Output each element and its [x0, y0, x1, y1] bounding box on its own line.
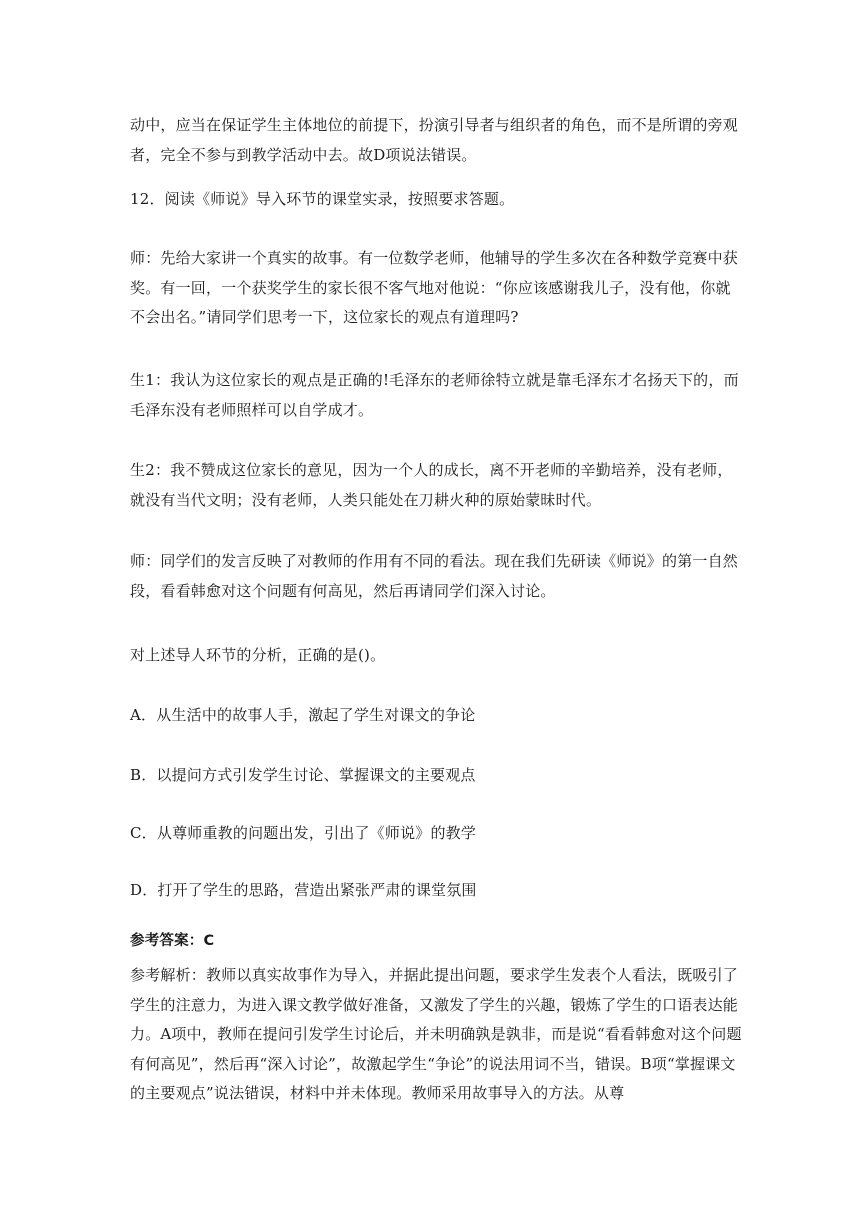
reference-answer: 参考答案：C — [130, 933, 215, 949]
question-intro: 12．阅读《师说》导入环节的课堂实录，按照要求答题。 — [130, 190, 515, 208]
question-stem: 对上述导人环节的分析，正确的是()。 — [130, 646, 386, 664]
teacher-dialogue-2: 师：同学们的发言反映了对教师的作用有不同的看法。现在我们先研读《师说》的第一自然段，看看韩愈对这个问题有何高见，然后再请同学们深入讨论。 — [130, 552, 739, 600]
student-dialogue-2: 生2：我不赞成这位家长的意见，因为一个人的成长，离不开老师的辛勤培养，没有老师，就没有当代文明；没有老师，人类只能处在刀耕火种的原始蒙昧时代。 — [130, 461, 733, 509]
teacher-dialogue-1: 师：先给大家讲一个真实的故事。有一位数学老师，他辅导的学生多次在各种数学竞赛中获奖。有一回，一个获奖学生的家长很不客气地对他说：“你应该感谢我儿子，没有他，你就不会出名。”请同学们思考一下，这位家长的观点有道理吗? — [130, 249, 739, 326]
option-d: D．打开了学生的思路，营造出紧张严肃的课堂氛围 — [130, 881, 477, 899]
option-b: B．以提问方式引发学生讨论、掌握课文的主要观点 — [130, 766, 476, 784]
reference-analysis: 参考解析：教师以真实故事作为导入，并据此提出问题，要求学生发表个人看法，既吸引了学生的注意力，为进入课文教学做好准备，又激发了学生的兴趣，锻炼了学生的口语表达能力。A项中，教师在提问引发学生讨论后，并未明确孰是孰非，而是说“看看韩愈对这个问题有何高见”，然后再“深入讨论”，故激起学生“争论”的说法用词不当，错误。B项“掌握课文的主要观点”说法错误，材料中并未体现。教师采用故事导入的方法。从尊 — [130, 966, 742, 1102]
paragraph-continuation: 动中，应当在保证学生主体地位的前提下，扮演引导者与组织者的角色，而不是所谓的旁观者，完全不参与到教学活动中去。故D项说法错误。 — [130, 116, 739, 164]
option-a: A．从生活中的故事人手，激起了学生对课文的争论 — [130, 706, 476, 724]
option-c: C．从尊师重教的问题出发，引出了《师说》的教学 — [130, 824, 477, 842]
student-dialogue-1: 生1：我认为这位家长的观点是正确的!毛泽东的老师徐特立就是靠毛泽东才名扬天下的，而毛泽东没有老师照样可以自学成才。 — [130, 371, 739, 419]
